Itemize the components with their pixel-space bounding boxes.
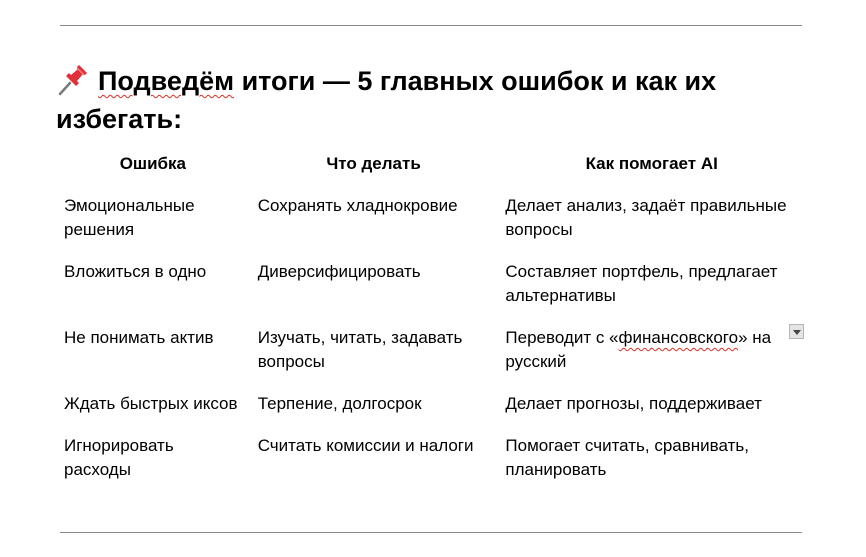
- table-header-row: [56, 150, 806, 194]
- ai-text-before: Переводит с «: [505, 328, 619, 347]
- cell-ai-help: Делает анализ, задаёт правильные вопросы: [505, 196, 787, 239]
- table-row: [56, 326, 806, 392]
- cell-action: Диверсифицировать: [257, 262, 421, 281]
- cell-mistake: Ждать быстрых иксов: [64, 394, 238, 413]
- header-ai-help: Как помогает AI: [585, 154, 718, 173]
- cell-action: Терпение, долгосрок: [257, 394, 422, 413]
- table-row: [56, 434, 806, 500]
- table-row: [56, 392, 806, 434]
- cell-mistake: Вложиться в одно: [64, 262, 207, 281]
- cell-ai-help: Помогает считать, сравнивать, планировать: [505, 436, 749, 479]
- pushpin-icon: [56, 64, 90, 96]
- cell-mistake: Эмоциональные решения: [64, 196, 195, 239]
- cell-mistake: Игнорировать расходы: [64, 436, 174, 479]
- cell-mistake: Не понимать актив: [64, 328, 214, 347]
- chevron-down-icon[interactable]: [789, 324, 804, 339]
- section-heading: [56, 62, 836, 138]
- heading-misspelled-word[interactable]: Подведём: [98, 66, 235, 96]
- cell-action: Изучать, читать, задавать вопросы: [257, 328, 463, 371]
- cell-action: Сохранять хладнокровие: [257, 196, 458, 215]
- heading-text: итоги — 5 главных ошибок и как их избегать:: [56, 66, 717, 134]
- cell-ai-help: Делает прогнозы, поддерживает: [505, 394, 762, 413]
- table-row: [56, 260, 806, 326]
- cell-ai-help: [497, 326, 806, 392]
- table-row: [56, 194, 806, 260]
- cell-action: Считать комиссии и налоги: [257, 436, 474, 455]
- cell-ai-help: Составляет портфель, предлагает альтернативы: [505, 262, 778, 305]
- header-action: Что делать: [326, 154, 421, 173]
- horizontal-rule-top: [60, 25, 802, 26]
- ai-text-after: » на русский: [505, 328, 772, 371]
- header-mistake: Ошибка: [119, 154, 187, 173]
- misspelled-word[interactable]: финансовского: [618, 328, 739, 347]
- horizontal-rule-bottom: [60, 532, 802, 533]
- mistakes-table: [56, 150, 806, 500]
